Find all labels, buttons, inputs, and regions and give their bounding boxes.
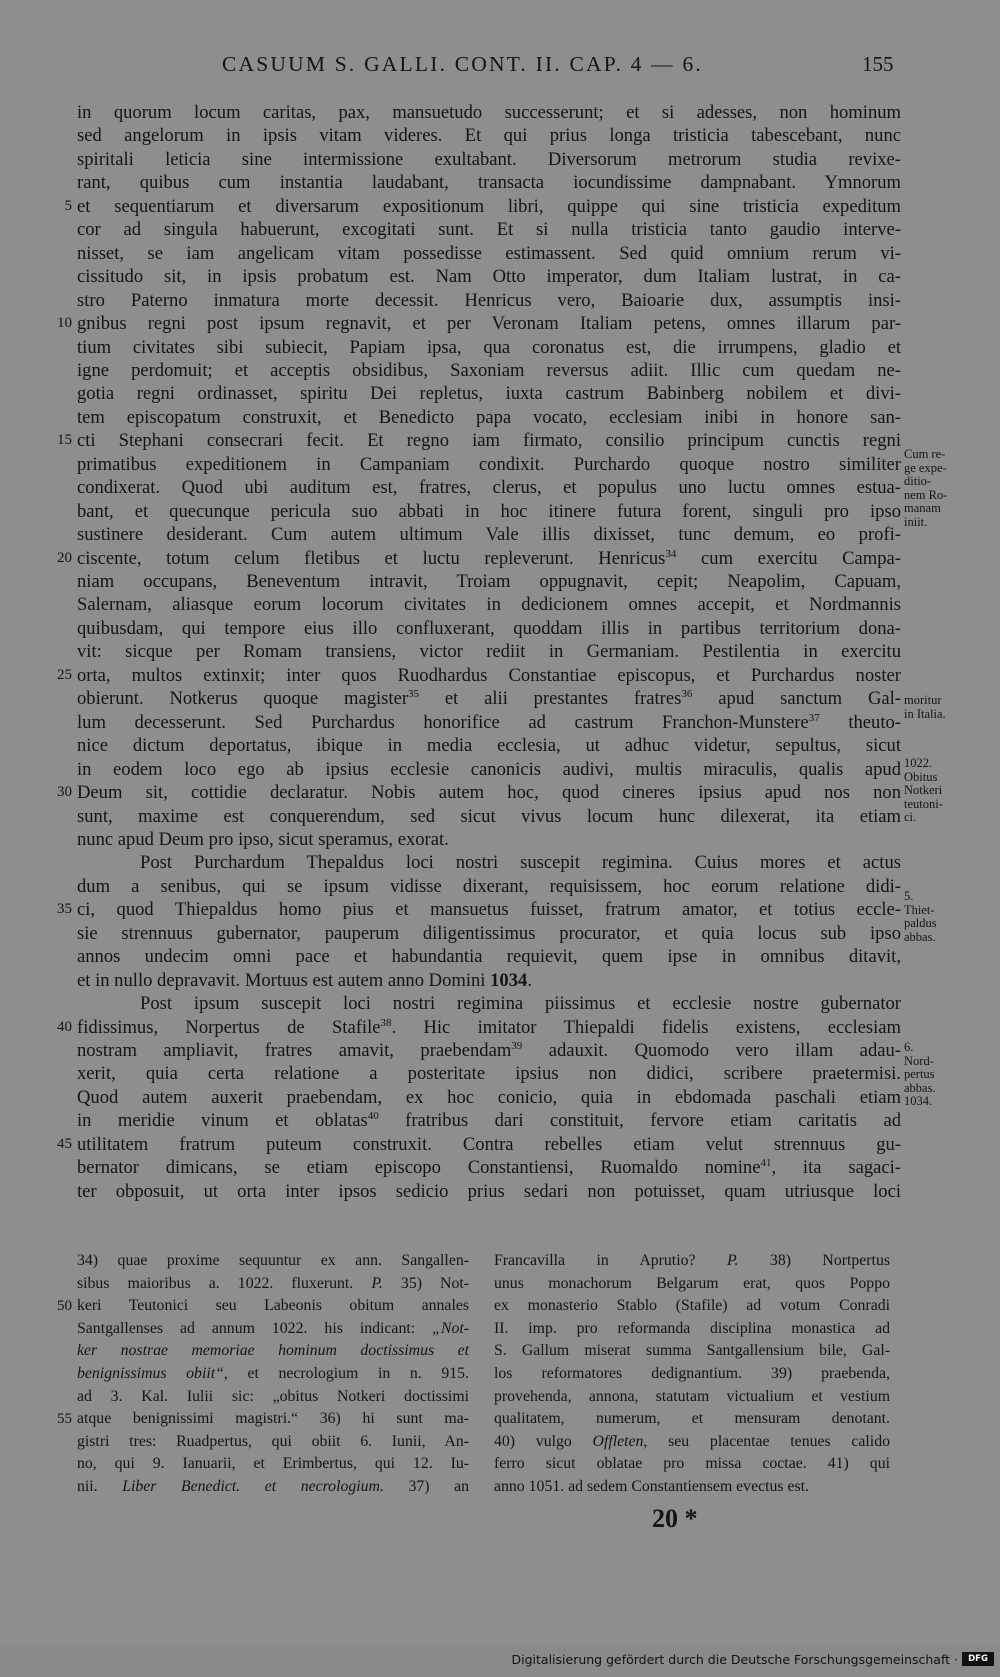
text-line: cor ad singula habuerunt, excogitati sunt. Et si nulla tristicia tanto gaudio interve- (77, 219, 901, 241)
text-line: sie strennuus gubernator, pauperum diligentissimus procurator, et quia locus sub ipso (77, 922, 901, 944)
text-line: Salernam, aliasque eorum locorum civitates in dedicionem omnes accepit, et Nordmannis (77, 594, 901, 616)
marginal-note: 5. Thiet- paldus abbas. (904, 889, 937, 944)
text-line: ci, quod Thiepaldus homo pius et mansuetus fuisset, fratrum amator, et totius eccle- (77, 899, 901, 921)
text-line: xerit, quia certa relatione a posteritate ipsius non didici, scribere praetermisi. (77, 1063, 901, 1085)
running-title: CASUUM S. GALLI. CONT. II. CAP. 4 — 6. (222, 52, 703, 76)
marginal-note: Cum re- ge expe- ditio- nem Ro- manam iniit. (904, 447, 948, 529)
text-line: annos undecim omni pace et habundantia requievit, quem ipse in omnibus ditavit, (77, 946, 901, 968)
text-line: et in nullo depravavit. Mortuus est autem anno Domini 1034. (77, 969, 532, 991)
footnote-line: ker nostrae memoriae hominum doctissimus et (77, 1342, 469, 1360)
footnote-line: 34) quae proxime sequuntur ex ann. Sangallen- (77, 1252, 469, 1269)
marginal-note: 1022. Obitus Notkeri teutoni- ci. (904, 756, 943, 824)
footnote-line: qualitatem, numerum, et mensuram denotant. (494, 1410, 890, 1428)
text-line: cti Stephani consecrari fecit. Et regno iam firmato, consilio principum cunctis regni (77, 430, 901, 452)
text-line: rant, quibus cum instantia laudabant, transacta iocundissime dampnabant. Ymnorum (77, 172, 901, 194)
text-line: sunt, maxime est conquerendum, sed sicut vivus locum hunc dilexerat, ita etiam (77, 805, 901, 827)
line-number: 25 (57, 666, 72, 683)
running-header (0, 52, 1000, 88)
text-line: tium civitates sibi subiecit, Papiam ipsa, qua coronatus est, die irrumpens, gladio et (77, 336, 901, 358)
text-line: utilitatem fratrum puteum construxit. Contra rebelles etiam velut strennuus gu- (77, 1133, 901, 1155)
text-line: nostram ampliavit, fratres amavit, praebendam$^{39}$ adauxit. Quomodo vero illam adau- (77, 1040, 901, 1061)
text-line: Post ipsum suscepit loci nostri regimina piissimus et ecclesie nostre gubernator (140, 993, 901, 1015)
text-line: dum a senibus, qui se ipsum vidisse dixerant, requisissem, hoc eorum relatione didi- (77, 875, 901, 897)
footnote-line: Francavilla in Aprutio? P. 38) Nortpertus (494, 1252, 890, 1269)
text-line: et sequentiarum et diversarum expositionum libri, quippe qui sine tristicia expeditum (77, 195, 901, 217)
text-line: condixerat. Quod ubi auditum est, fratres, clerus, et populus uno luctu omnes estua- (77, 477, 901, 499)
text-line: bernator dimicans, se etiam episcopo Constantiensi, Ruomaldo nomine$^{41}$, ita sagaci- (77, 1157, 901, 1179)
footnote-line: sibus maioribus a. 1022. fluxerunt. P. 35) Not- (77, 1274, 470, 1292)
line-number: 55 (57, 1411, 72, 1428)
text-line: Deum sit, cottidie declaratur. Nobis autem hoc, quod cineres ipsius apud nos non (77, 782, 901, 804)
text-line: ciscente, totum celum fletibus et luctu repleverunt. Henricus$^{34}$ cum exercitu Campa- (77, 547, 901, 569)
footnote-line: provehenda, annona, statutam victualium et vestium (494, 1387, 890, 1405)
line-number: 40 (57, 1018, 72, 1035)
line-number: 30 (57, 784, 72, 801)
text-line: cissitudo sit, in ipsis probatum est. Nam Otto imperator, dum Italiam lustrat, in ca- (77, 266, 901, 288)
line-number: 45 (57, 1135, 72, 1152)
text-line: primatibus expeditionem in Campaniam condixit. Purchardo quoque nostro similiter (77, 453, 901, 475)
text-line: sed angelorum in ipsis vitam videres. Et qui prius longa tristicia tabescebant, nunc (77, 125, 901, 147)
footnote-line: anno 1051. ad sedem Constantiensem evectus est. (494, 1478, 809, 1495)
footnote-line: ex monasterio Stablo (Stafile) ad votum Conradi (494, 1297, 890, 1315)
text-line: nice dictum deportatus, ibique in media ecclesia, ut adhuc videtur, sepultus, sicut (77, 735, 901, 757)
footer (0, 1651, 1000, 1673)
text-line: fidissimus, Norpertus de Stafile$^{38}$. Hic imitator Thiepaldi fidelis existens, ecclesiam (77, 1016, 901, 1038)
text-line: in quorum locum caritas, pax, mansuetudo successerunt; et si adesses, non hominum (77, 102, 901, 123)
dfg-logo: DFG (962, 1652, 994, 1666)
text-line: nunc apud Deum pro ipso, sicut speramus, exorat. (77, 828, 449, 850)
footnote-line: ferro sicut oblatae pro missa coctae. 41) qui (494, 1455, 890, 1473)
text-line: ter obposuit, ut orta inter ipsos sedicio prius sedari non potuisset, quam utriusque loci (77, 1180, 901, 1202)
text-line: gotia regni ordinasset, spiritu Dei repletus, iuxta castrum Babinberg nobilem et divi- (77, 383, 901, 405)
footnote-line: atque benignissimi magistri.“ 36) hi sunt ma- (77, 1410, 469, 1428)
text-line: niam occupans, Beneventum intravit, Troiam oppugnavit, cepit; Neapolim, Capuam, (77, 571, 901, 592)
text-line: gnibus regni post ipsum regnavit, et per Veronam Italiam petens, omnes illarum par- (77, 313, 901, 335)
footnote-line: S. Gallum miserat summa Santgallensium bile, Gal- (494, 1342, 890, 1360)
footnote-line: gistri tres: Ruadpertus, qui obiit 6. Iunii, An- (77, 1432, 469, 1450)
text-line: obierunt. Notkerus quoque magister$^{35}$ et alii prestantes fratres$^{36}$ apud sanctum Gal- (77, 688, 901, 710)
text-line: vit: sicque per Romam transiens, victor rediit in Germaniam. Pestilentia in exercitu (77, 641, 901, 663)
line-number: 20 (57, 549, 72, 566)
text-line: sustinere desiderant. Cum autem ultimum Vale illis dixisset, tunc demum, eo profi- (77, 524, 901, 546)
line-number: 50 (57, 1298, 72, 1315)
text-line: tem episcopatum construxit, et Benedicto papa vocato, ecclesiam inibi in honore san- (77, 406, 901, 428)
text-line: orta, multos extinxit; inter quos Ruodhardus Constantiae episcopus, et Purchardus noster (77, 664, 901, 686)
text-line: spiritali leticia sine intermissione exultabant. Diversorum metrorum studia revixe- (77, 148, 901, 170)
footnote-line: no, qui 9. Ianuarii, et Erimbertus, qui 12. Iu- (77, 1455, 469, 1473)
footnote-line: benignissimus obiit“, et necrologium in n. 915. (77, 1365, 469, 1382)
text-line: igne perdomuit; et acceptis obsidibus, Saxoniam reversus adiit. Illic cum quedam ne- (77, 359, 901, 381)
text-line: lum decesserunt. Sed Purchardus honorifice ad castrum Franchon-Munstere$^{37}$ theuto- (77, 711, 901, 733)
marginal-note: 6. Nord- pertus abbas. 1034. (904, 1040, 936, 1108)
line-number: 5 (64, 197, 72, 214)
footnote-line: II. imp. pro reformanda disciplina monastica ad (494, 1319, 890, 1337)
footnote-line: Santgallenses ad annum 1022. his indicant: „Not- (77, 1319, 469, 1337)
footnote-line: ad 3. Kal. Iulii sic: „obitus Notkeri doctissimi (77, 1387, 469, 1405)
text-line: nisset, se iam angelicam vitam possedisse estimassent. Sed quid omnium rerum vi- (77, 242, 901, 264)
line-number: 10 (57, 315, 72, 332)
marginal-note: moritur in Italia. (904, 693, 946, 721)
footnote-line: los reformatores dedignantium. 39) praebenda, (494, 1365, 890, 1382)
text-line: Quod autem auxerit praebendam, ex hoc conicio, quia in ebdomada paschali etiam (77, 1086, 901, 1108)
footnote-line: nii. Liber Benedict. et necrologium. 37) an (77, 1478, 469, 1495)
text-line: in meridie vinum et oblatas$^{40}$ fratribus dari constituit, fervore etiam caritatis ad (77, 1110, 902, 1132)
text-line: bant, et quecunque pericula suo abbati in hoc itinere futura forent, singuli pro ipso (77, 500, 901, 522)
text-line: Post Purchardum Thepaldus loci nostri suscepit regimina. Cuius mores et actus (140, 852, 901, 874)
line-number: 15 (57, 432, 72, 449)
page-number: 155 (862, 52, 894, 76)
line-number: 35 (57, 901, 72, 918)
text-line: quibusdam, qui tempore eius illo confluxerant, quoddam illis in partibus territorium dona- (77, 617, 901, 639)
footnote-line: keri Teutonici seu Labeonis obitum annales (77, 1297, 469, 1315)
footnote-line: unus monachorum Belgarum erat, quos Poppo (494, 1274, 890, 1292)
text-line: in eodem loco ego ab ipsius ecclesie canonicis audivi, multis miraculis, qualis apud (77, 758, 901, 780)
text-line: stro Paterno inmatura morte decessit. Henricus vero, Baioarie dux, assumptis insi- (77, 289, 901, 311)
footer-credit: Digitalisierung gefördert durch die Deutsche Forschungsgemeinschaft · (511, 1652, 958, 1667)
signature-mark: 20 * (652, 1504, 698, 1533)
footnote-line: 40) vulgo Offleten, seu placentae tenues calido (494, 1432, 890, 1450)
